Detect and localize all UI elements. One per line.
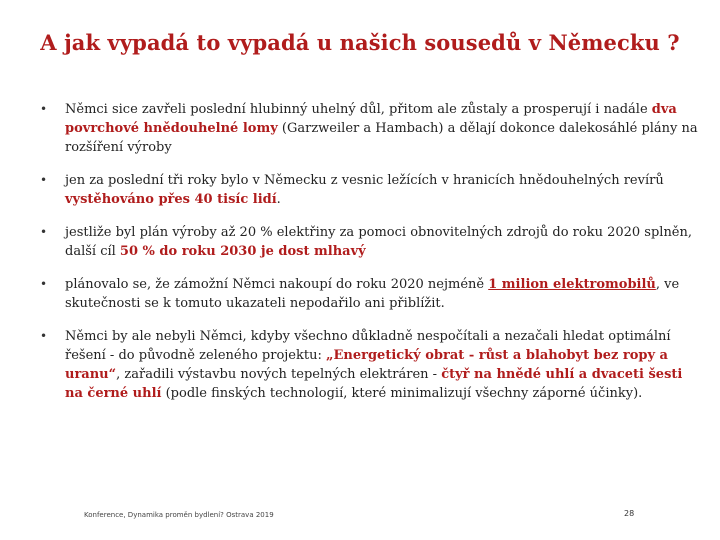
highlight-text: 1 milion elektromobilů — [488, 277, 656, 292]
bullet-icon: • — [40, 277, 48, 291]
bullet-item — [40, 171, 700, 209]
bullet-text: plánovalo se, že zámožní Němci nakoupí do roku 2020 nejméně — [65, 277, 489, 292]
bullet-icon: • — [40, 225, 48, 239]
bullet-text: Němci sice zavřeli poslední hlubinný uhelný důl, přitom ale zůstaly a prosperují i nadále — [65, 102, 652, 117]
bullet-text: . — [276, 192, 281, 207]
bullet-icon: • — [40, 329, 48, 343]
bullet-icon: • — [40, 102, 48, 116]
bullet-icon: • — [40, 173, 48, 187]
bullet-text: (Garzweiler a Hambach) a dělají dokonce dalekosáhlé plány na rozšíření výroby — [65, 121, 698, 155]
slide-title: A jak vypadá to vypadá u našich sousedů v Německu ? — [40, 30, 680, 55]
bullet-text: jen za poslední tři roky bylo v Německu z vesnic ležících v hranicích hnědouhelných revírů — [65, 173, 664, 188]
highlight-text: 50 % do roku 2030 je dost mlhavý — [119, 244, 366, 259]
highlight-text: vystěhováno přes 40 tisíc lidí — [65, 192, 277, 207]
bullet-list — [40, 100, 700, 417]
highlight-text: čtyř na hnědé uhlí a dvaceti šesti na černé uhlí — [65, 367, 683, 401]
highlight-text: dva povrchové hnědouhelné lomy — [65, 102, 677, 136]
bullet-item — [40, 100, 700, 157]
bullet-text: (podle finských technologií, které minimalizují všechny záporné účinky). — [161, 386, 643, 401]
highlight-text: „Energetický obrat - růst a blahobyt bez ropy a uranu“ — [65, 348, 668, 382]
bullet-text: jestliže byl plán výroby až 20 % elektřiny za pomoci obnovitelných zdrojů do roku 2020 splněn, další cíl — [65, 225, 693, 259]
bullet-text: , zařadili výstavbu nových tepelných elektráren - — [116, 367, 442, 382]
bullet-item — [40, 223, 700, 261]
bullet-item — [40, 327, 700, 403]
footer-text: Konference, Dynamika proměn bydlení? Ostrava 2019 — [84, 511, 274, 519]
bullet-item — [40, 275, 700, 313]
bullet-text: , ve skutečnosti se k tomuto ukazateli nepodařilo ani přiblížit. — [65, 277, 680, 311]
page-number: 28 — [624, 509, 635, 518]
bullet-text: Němci by ale nebyli Němci, kdyby všechno důkladně nespočítali a nezačali hledat optimální řešení - do původně zeleného projektu: — [65, 329, 671, 363]
